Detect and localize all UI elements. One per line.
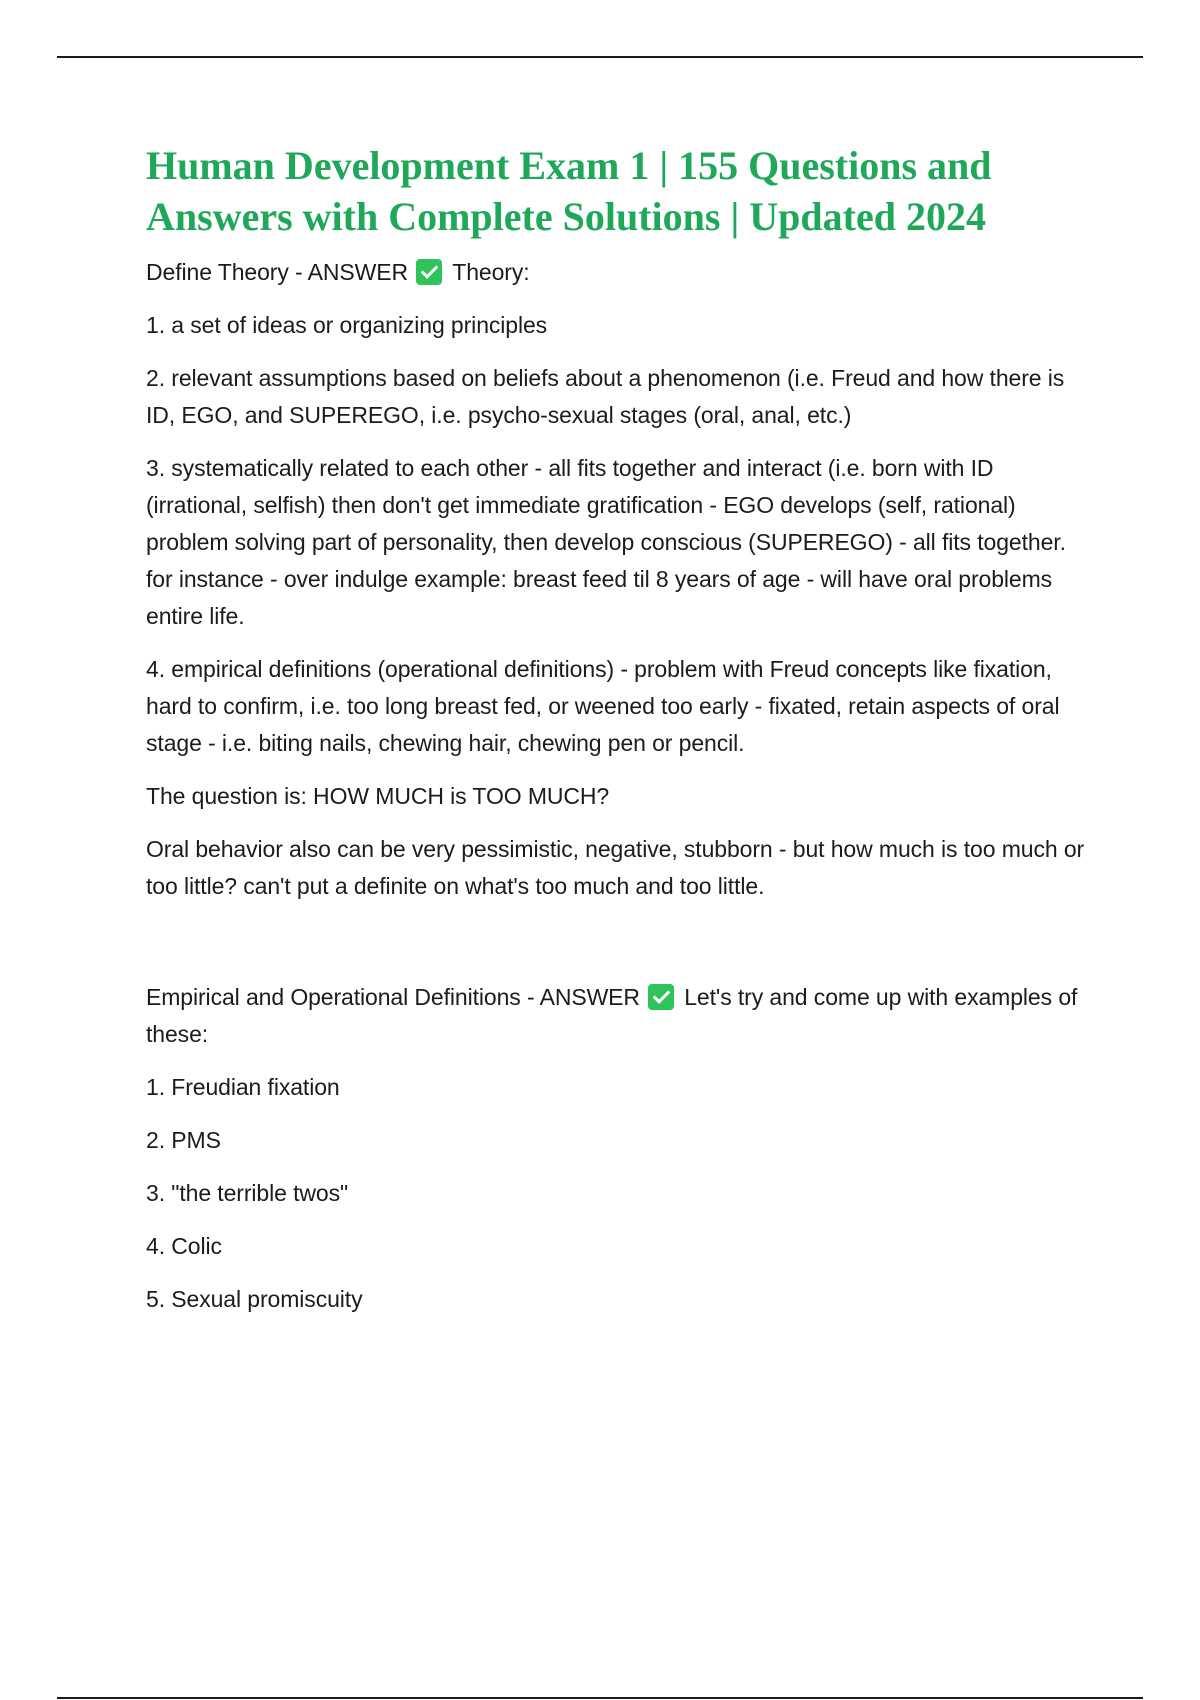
answer-2-item: 2. PMS xyxy=(146,1127,221,1153)
answer-1-item: 2. relevant assumptions based on beliefs about a phenomenon (i.e. Freud and how there is ID, EGO, and SUPEREGO, i.e. psycho-sexual stages (oral, anal, etc.) xyxy=(146,365,1065,428)
check-mark-icon xyxy=(648,984,674,1010)
answer-1-item: 3. systematically related to each other - all fits together and interact (i.e. born with ID (irrational, selfish) then don't get immediate gratification - EGO develops (self, rational) problem solving part of personality, then develop conscious (SUPEREGO) - all fits together. for instance - over indulge example: breast feed til 8 years of age - will have oral problems entire life. xyxy=(146,455,1066,629)
question-2 xyxy=(146,979,1096,1053)
answer-1-item: Oral behavior also can be very pessimistic, negative, stubborn - but how much is too much or too little? can't put a definite on what's too much and too little. xyxy=(146,836,1085,899)
answer-2-item: 5. Sexual promiscuity xyxy=(146,1286,363,1312)
answer-1-item: The question is: HOW MUCH is TOO MUCH? xyxy=(146,783,610,809)
document-title: Human Development Exam 1 | 155 Questions and Answers with Complete Solutions | Updated 2024 xyxy=(146,143,992,239)
answer-2-item: 4. Colic xyxy=(146,1233,222,1259)
answer-1-item: 1. a set of ideas or organizing principles xyxy=(146,312,548,338)
answer-1-intro: Theory: xyxy=(452,259,530,285)
bottom-divider xyxy=(57,1697,1143,1699)
top-divider xyxy=(57,56,1143,58)
question-2-text: Empirical and Operational Definitions - ANSWER xyxy=(146,984,640,1010)
answer-2-intro: Let's try and come up with examples of these: xyxy=(146,984,1078,1047)
answer-2-item: 1. Freudian fixation xyxy=(146,1074,340,1100)
section-gap xyxy=(146,921,1096,979)
question-1 xyxy=(146,254,1096,291)
question-1-text: Define Theory - ANSWER xyxy=(146,259,408,285)
answer-2-item: 3. "the terrible twos" xyxy=(146,1180,349,1206)
check-mark-icon xyxy=(416,259,442,285)
document-body xyxy=(146,140,1096,1334)
answer-1-item: 4. empirical definitions (operational definitions) - problem with Freud concepts like fixation, hard to confirm, i.e. too long breast fed, or weened too early - fixated, retain aspects of oral stage - i.e. biting nails, chewing hair, chewing pen or pencil. xyxy=(146,656,1060,756)
